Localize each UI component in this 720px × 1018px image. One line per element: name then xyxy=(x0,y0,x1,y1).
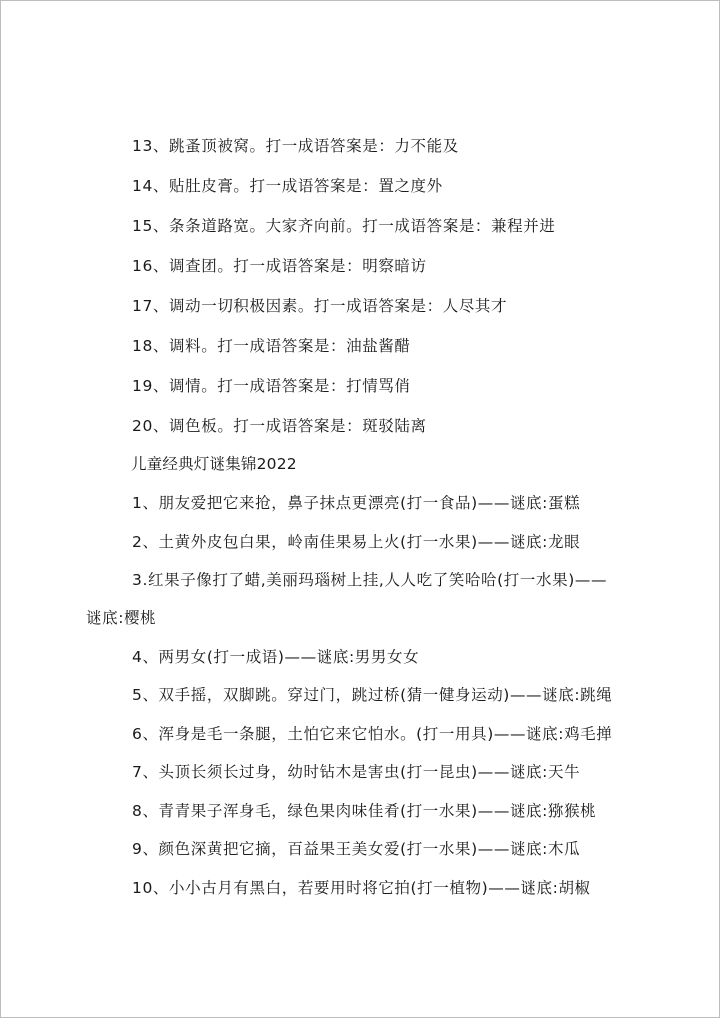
idiom-riddle-19: 19、调情。打一成语答案是：打情骂俏 xyxy=(132,377,411,395)
idiom-riddle-17: 17、调动一切积极因素。打一成语答案是：人尽其才 xyxy=(132,297,508,315)
riddle-10: 10、小小古月有黑白，若要用时将它拍(打一植物)——谜底:胡椒 xyxy=(132,879,591,897)
idiom-riddle-14: 14、贴肚皮膏。打一成语答案是：置之度外 xyxy=(132,177,443,195)
riddle-3: 3.红果子像打了蜡,美丽玛瑙树上挂,人人吃了笑哈哈(打一水果)—— xyxy=(132,571,608,589)
riddle-7: 7、头顶长须长过身，幼时钻木是害虫(打一昆虫)——谜底:天牛 xyxy=(132,763,581,781)
riddle-1: 1、朋友爱把它来抢，鼻子抹点更漂亮(打一食品)——谜底:蛋糕 xyxy=(132,494,581,512)
idiom-riddle-16: 16、调查团。打一成语答案是：明察暗访 xyxy=(132,257,427,275)
riddle-4: 4、两男女(打一成语)——谜底:男男女女 xyxy=(132,648,420,666)
section-title: 儿童经典灯谜集锦2022 xyxy=(131,455,297,473)
idiom-riddle-20: 20、调色板。打一成语答案是：斑驳陆离 xyxy=(132,417,427,435)
idiom-riddle-15: 15、条条道路宽。大家齐向前。打一成语答案是：兼程并进 xyxy=(132,217,556,235)
riddle-2: 2、土黄外皮包白果，岭南佳果易上火(打一水果)——谜底:龙眼 xyxy=(132,533,581,551)
riddle-8: 8、青青果子浑身毛，绿色果肉味佳肴(打一水果)——谜底:猕猴桃 xyxy=(132,802,597,820)
riddle-6: 6、浑身是毛一条腿，土怕它来它怕水。(打一用具)——谜底:鸡毛掸 xyxy=(132,725,613,743)
idiom-riddle-18: 18、调料。打一成语答案是：油盐酱醋 xyxy=(132,337,411,355)
idiom-riddle-13: 13、跳蚤顶被窝。打一成语答案是：力不能及 xyxy=(132,137,459,155)
riddle-3-answer: 谜底:樱桃 xyxy=(86,609,157,627)
riddle-9: 9、颜色深黄把它摘，百益果王美女爱(打一水果)——谜底:木瓜 xyxy=(132,840,581,858)
riddle-5: 5、双手摇，双脚跳。穿过门，跳过桥(猜一健身运动)——谜底:跳绳 xyxy=(132,686,613,704)
